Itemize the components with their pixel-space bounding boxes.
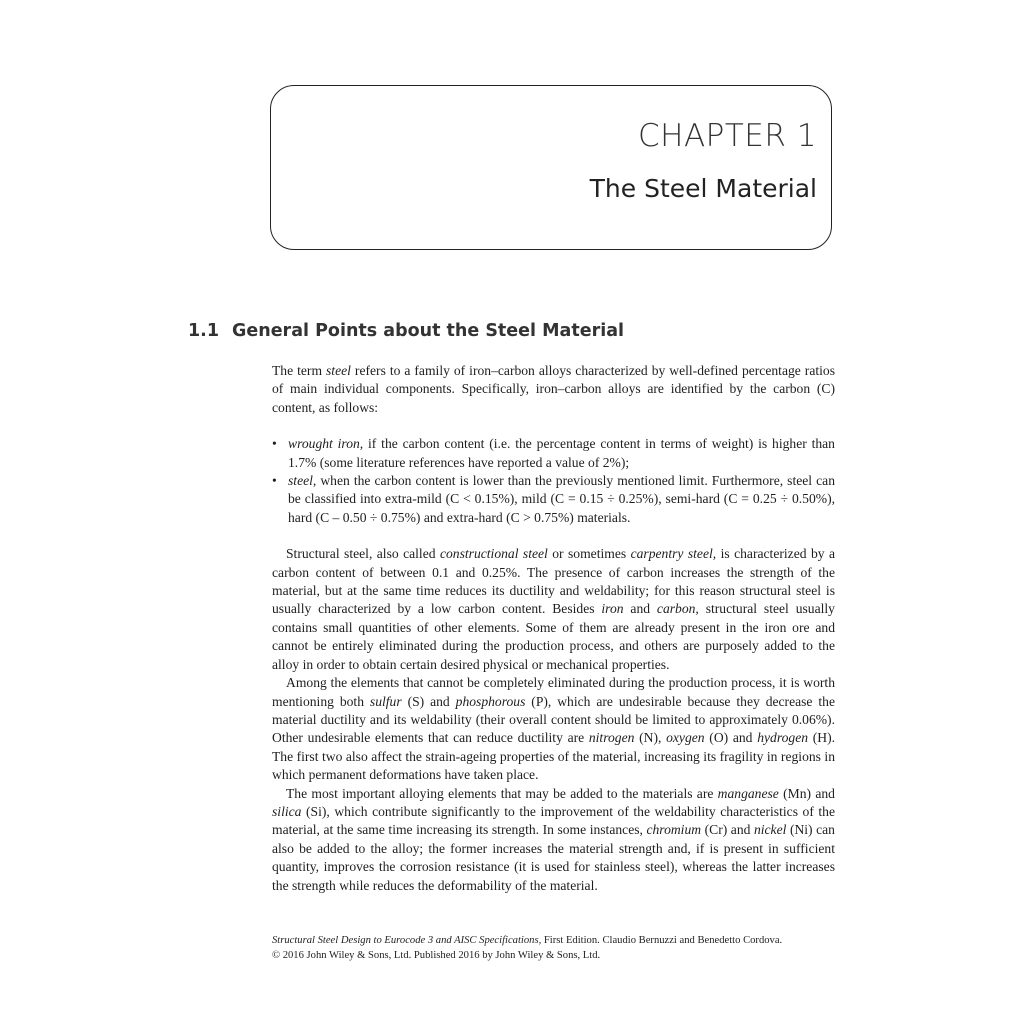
body-text bbox=[272, 362, 835, 895]
section-title: General Points about the Steel Material bbox=[232, 321, 625, 341]
list-item-term: steel, bbox=[288, 473, 317, 489]
list-item-term: wrought iron, bbox=[288, 436, 364, 452]
bullet-icon: • bbox=[272, 473, 277, 489]
paragraph-undesirable-elements: Among the elements that cannot be completely eliminated during the production process, it is worth mentioning both sulfur (S) and phosphorous (P), which are undesirable because they decrease the material ductility and its weldability (their overall content should be limited to approximately 0.06%). Other undesirable elements that can reduce ductility are nitrogen (N), oxygen (O) and hydrogen (H). The first two also affect the strain-ageing properties of the material, increasing its fragility in regions in which permanent deformations have taken place. bbox=[272, 675, 835, 783]
bullet-icon: • bbox=[272, 436, 277, 452]
page-footer bbox=[272, 933, 842, 963]
intro-paragraph: The term steel refers to a family of iron–carbon alloys characterized by well-defined percentage ratios of main individual components. Specifically, iron–carbon alloys are identified by the carbon (C) content, as follows: bbox=[272, 363, 835, 415]
book-citation bbox=[272, 933, 842, 948]
paragraph-structural-steel: Structural steel, also called constructional steel or sometimes carpentry steel, is characterized by a carbon content of between 0.1 and 0.25%. The presence of carbon increases the strength of the material, but at the same time reduces its ductility and weldability; for this reason structural steel is usually characterized by a low carbon content. Besides iron and carbon, structural steel usually contains small quantities of other elements. Some of them are already present in the iron ore and cannot be entirely eliminated during the production process, and others are purposely added to the alloy in order to obtain certain desired physical or mechanical properties. bbox=[272, 546, 835, 672]
carbon-classification-list bbox=[272, 435, 835, 527]
chapter-header-box bbox=[270, 85, 832, 250]
book-title: Structural Steel Design to Eurocode 3 and AISC Specifications, bbox=[272, 935, 542, 946]
list-item-text: if the carbon content (i.e. the percentage content in terms of weight) is higher than 1.7% (some literature references have reported a value of 2%); bbox=[288, 436, 835, 470]
section-heading bbox=[188, 321, 624, 341]
section-number: 1.1 bbox=[188, 321, 220, 341]
paragraph-alloying-elements: The most important alloying elements that may be added to the materials are manganese (Mn) and silica (Si), which contribute significantly to the improvement of the weldability characteristics of the material, at the same time increasing its strength. In some instances, chromium (Cr) and nickel (Ni) can also be added to the alloy; the former increases the material strength and, if is present in sufficient quantity, improves the corrosion resistance (it is used for stainless steel), whereas the latter increases the strength while reduces the deformability of the material. bbox=[272, 785, 835, 893]
chapter-label: CHAPTER 1 bbox=[638, 118, 817, 154]
list-item bbox=[272, 435, 835, 472]
chapter-title: The Steel Material bbox=[589, 174, 817, 203]
copyright-line: © 2016 John Wiley & Sons, Ltd. Published 2016 by John Wiley & Sons, Ltd. bbox=[272, 950, 601, 961]
list-item-text: when the carbon content is lower than the previously mentioned limit. Furthermore, steel can be classified into extra-mild (C < 0.15%), mild (C = 0.15 ÷ 0.25%), semi-hard (C = 0.25 ÷ 0.50%), hard (C – 0.50 ÷ 0.75%) and extra-hard (C > 0.75%) materials. bbox=[288, 473, 835, 525]
list-item bbox=[272, 472, 835, 527]
edition-authors: First Edition. Claudio Bernuzzi and Benedetto Cordova. bbox=[541, 935, 783, 946]
